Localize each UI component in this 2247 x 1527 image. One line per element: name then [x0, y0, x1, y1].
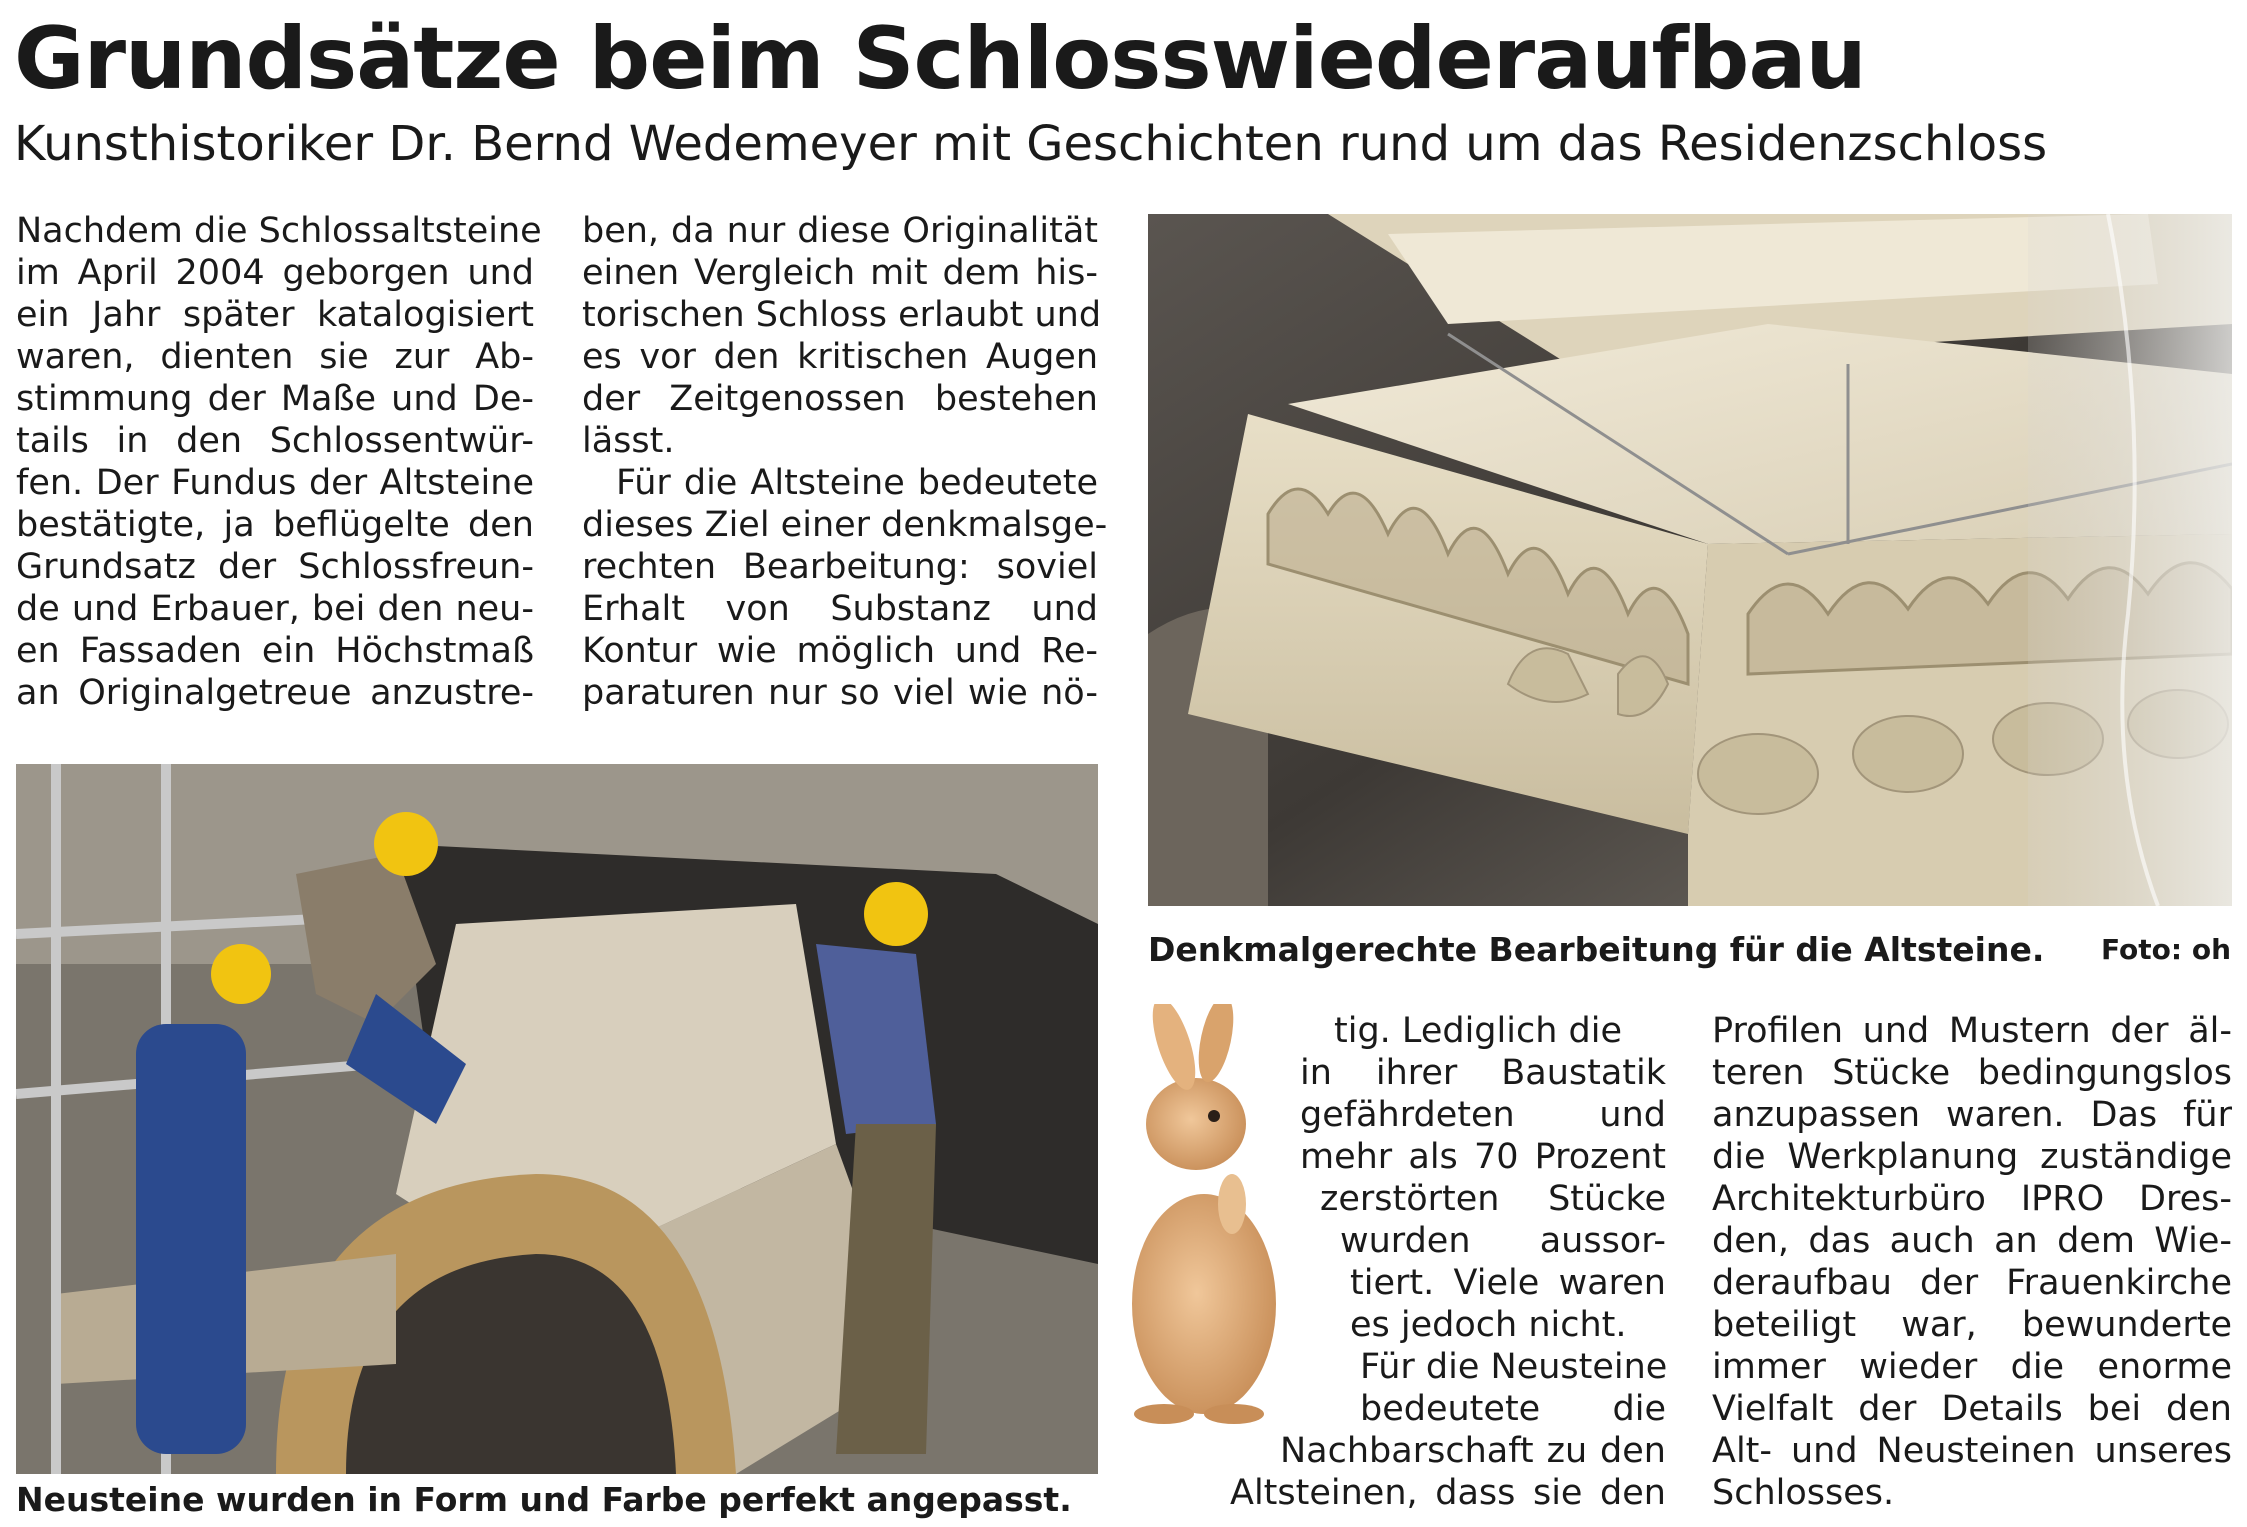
text-line: den, das auch an dem Wie-	[1712, 1221, 2232, 1261]
text-line: zerstörten Stücke	[1320, 1179, 1666, 1219]
caption-workers-photo: Neusteine wurden in Form und Farbe perfekt angepasst.	[16, 1480, 1072, 1519]
photo-ornament-stone	[1148, 214, 2232, 906]
text-column-1	[16, 210, 542, 714]
text-line: an Originalgetreue anzustre-	[16, 673, 534, 713]
text-line: ben, da nur diese Originalität	[582, 211, 1098, 251]
text-line: tig. Lediglich die	[1334, 1011, 1622, 1051]
text-line: Schlosses.	[1712, 1473, 1895, 1513]
text-line: gefährdeten und	[1300, 1095, 1666, 1135]
text-line: Nachdem die Schlossaltsteine	[16, 211, 542, 251]
text-line: Nachbarschaft zu den	[1280, 1431, 1666, 1471]
text-line: Kontur wie möglich und Re-	[582, 631, 1098, 671]
text-line: in ihrer Baustatik	[1300, 1053, 1666, 1093]
text-line: dieses Ziel einer denkmalsge-	[582, 505, 1108, 545]
text-line: Altsteinen, dass sie den	[1230, 1473, 1666, 1513]
text-line: es vor den kritischen Augen	[582, 337, 1098, 377]
text-line: torischen Schloss erlaubt und	[582, 295, 1102, 335]
text-line: stimmung der Maße und De-	[16, 379, 534, 419]
text-line: rechten Bearbeitung: soviel	[582, 547, 1098, 587]
ornament-stone-illustration	[1148, 214, 2232, 906]
text-line: waren, dienten sie zur Ab-	[16, 337, 534, 377]
photo-workers-scaffolding	[16, 764, 1098, 1474]
text-line: mehr als 70 Prozent	[1300, 1137, 1666, 1177]
text-column-4	[1712, 1010, 2232, 1514]
text-line: Vielfalt der Details bei den	[1712, 1389, 2232, 1429]
text-column-3	[1220, 1010, 1666, 1514]
text-line: ein Jahr später katalogisiert	[16, 295, 534, 335]
text-line: im April 2004 geborgen und	[16, 253, 534, 293]
text-line: bestätigte, ja beflügelte den	[16, 505, 534, 545]
text-line: Alt- und Neusteinen unseres	[1712, 1431, 2232, 1471]
text-line: es jedoch nicht.	[1350, 1305, 1627, 1345]
text-line: tiert. Viele waren	[1350, 1263, 1666, 1303]
text-line: Erhalt von Substanz und	[582, 589, 1098, 629]
text-line: immer wieder die enorme	[1712, 1347, 2232, 1387]
text-line: anzupassen waren. Das für	[1712, 1095, 2232, 1135]
text-line: die Werkplanung zuständige	[1712, 1137, 2232, 1177]
text-line: tails in den Schlossentwür-	[16, 421, 534, 461]
text-line: en Fassaden ein Höchstmaß	[16, 631, 534, 671]
text-line: Grundsatz der Schlossfreun-	[16, 547, 534, 587]
text-line: fen. Der Fundus der Altsteine	[16, 463, 534, 503]
text-line: lässt.	[582, 421, 675, 461]
subheadline: Kunsthistoriker Dr. Bernd Wedemeyer mit Geschichten rund um das Residenzschloss	[14, 116, 2048, 172]
text-line: Für die Altsteine bedeutete	[616, 463, 1098, 503]
text-line: beteiligt war, bewunderte	[1712, 1305, 2232, 1345]
photo-credit: Foto: oh	[2101, 933, 2231, 966]
headline: Grundsätze beim Schlosswiederaufbau	[14, 9, 1866, 109]
text-line: teren Stücke bedingungslos	[1712, 1053, 2232, 1093]
text-line: paraturen nur so viel wie nö-	[582, 673, 1098, 713]
text-line: Architekturbüro IPRO Dres-	[1712, 1179, 2232, 1219]
text-line: einen Vergleich mit dem his-	[582, 253, 1098, 293]
text-line: Profilen und Mustern der äl-	[1712, 1011, 2232, 1051]
workers-illustration	[16, 764, 1098, 1474]
text-line: wurden aussor-	[1340, 1221, 1666, 1261]
text-column-2	[582, 210, 1108, 714]
text-line: deraufbau der Frauenkirche	[1712, 1263, 2232, 1303]
caption-ornament-photo: Denkmalgerechte Bearbeitung für die Altsteine.	[1148, 930, 2045, 969]
text-line: bedeutete die	[1360, 1389, 1666, 1429]
text-line: de und Erbauer, bei den neu-	[16, 589, 534, 629]
text-line: der Zeitgenossen bestehen	[582, 379, 1098, 419]
text-line: Für die Neusteine	[1360, 1347, 1668, 1387]
